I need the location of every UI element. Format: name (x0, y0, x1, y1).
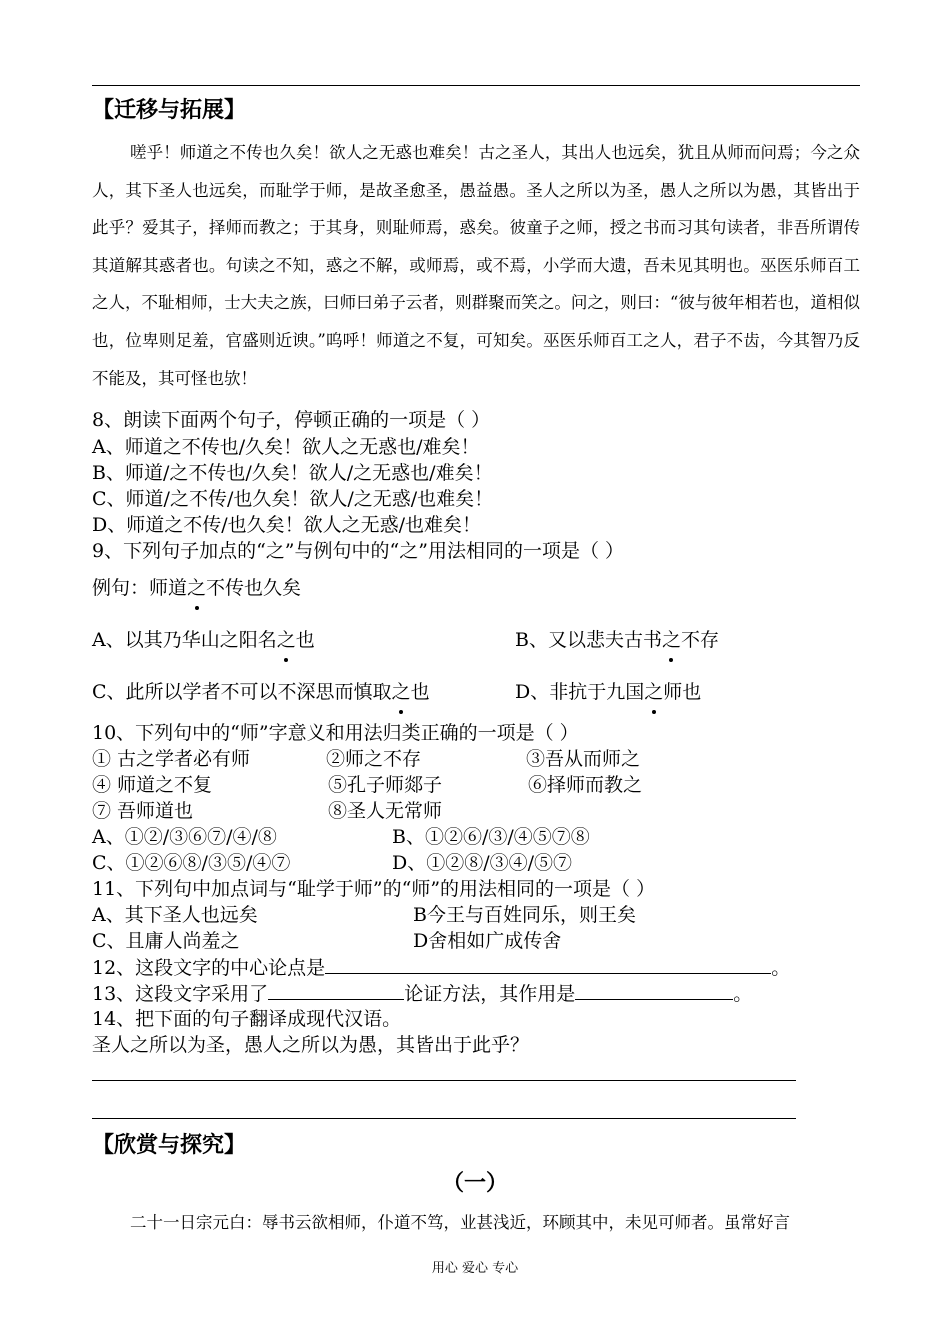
option-text: C、此所以学者不可以不深思而慎取 (92, 681, 392, 703)
answer-blank-effect[interactable] (575, 980, 733, 1000)
passage-text: 嗟乎！师道之不传也久矣！欲人之无惑也难矣！古之圣人，其出人也远矣，犹且从师而问焉；今之众人，其下圣人也远矣，而耻学于师，是故圣愈圣，愚益愚。圣人之所以为圣，愚人之所以为愚，其皆出于此乎？爱其子，择师而教之；于其身，则耻师焉，惑矣。彼童子之师，授之书而习其句读者，非吾所谓传其道解其惑者也。句读之不知，惑之不解，或师焉，或不焉，小学而大遗，吾未见其明也。巫医乐师百工之人，不耻相师，士大夫之族，曰师曰弟子云者，则群聚而笑之。问之，则曰：“彼与彼年相若也，道相似也，位卑则足羞，官盛则近谀。”呜呼！师道之不复，可知矣。巫医乐师百工之人，君子不齿，今其智乃反不能及，其可怪也欤！ (92, 143, 860, 388)
emphasis-dot-char: 之 (644, 681, 664, 703)
option-text: D、非抗于九国 (515, 681, 645, 703)
question-8-option-b: B、师道/之不传也/久矣！欲人/之无惑也/难矣！ (92, 462, 493, 484)
example-text: 例句：师道 (92, 577, 188, 599)
question-13-text-mid: 论证方法，其作用是 (404, 983, 576, 1005)
answer-blank-method[interactable] (268, 980, 404, 1000)
question-13 (92, 980, 752, 1007)
question-9-option-b (515, 627, 719, 653)
question-11-stem: 11、下列句中加点词与“耻学于师”的“师”的用法相同的一项是（ ） (92, 878, 656, 900)
question-8-stem: 8、朗读下面两个句子，停顿正确的一项是（ ） (92, 409, 491, 431)
page-footer: 用心 爱心 专心 (431, 1261, 519, 1276)
option-text: A、以其乃华山之阳名 (92, 629, 277, 651)
question-10-item-3: ③吾从而师之 (526, 748, 641, 770)
emphasis-dot-char: 之 (276, 629, 296, 651)
question-10-item-1: ① 古之学者必有师 (92, 748, 251, 770)
question-10-option-b: B、①②⑥/③/④⑤⑦⑧ (392, 826, 590, 848)
question-11-option-d: D舍相如广成传舍 (413, 930, 562, 952)
question-10-option-d: D、①②⑧/③④/⑤⑦ (392, 852, 573, 874)
emphasis-dot-char: 之 (187, 577, 207, 599)
question-10-item-7: ⑦ 吾师道也 (92, 800, 194, 822)
question-12-text: 12、这段文字的中心论点是 (92, 957, 326, 979)
question-9-option-c (92, 679, 430, 705)
question-10-item-6: ⑥择师而教之 (528, 774, 643, 796)
question-12 (92, 954, 790, 981)
question-9-stem: 9、下列句子加点的“之”与例句中的“之”用法相同的一项是（ ） (92, 540, 624, 562)
question-11-option-b: B今王与百姓同乐，则王矣 (413, 904, 636, 926)
answer-line-1[interactable] (92, 1080, 796, 1081)
question-14-stem: 14、把下面的句子翻译成现代汉语。 (92, 1008, 402, 1030)
option-text: B、又以悲夫古书 (515, 629, 662, 651)
section-title-transfer: 【迁移与拓展】 (92, 97, 247, 123)
example-text-rest: 不传也久矣 (206, 577, 302, 599)
header-rule (92, 85, 860, 86)
answer-line-2[interactable] (92, 1118, 796, 1119)
question-10-item-4: ④ 师道之不复 (92, 774, 213, 796)
question-8-option-c: C、师道/之不传/也久矣！欲人/之无惑/也难矣！ (92, 488, 494, 510)
answer-blank[interactable] (325, 954, 771, 974)
option-text-rest: 师也 (663, 681, 702, 703)
question-8-option-a: A、师道之不传也/久矣！欲人之无惑也/难矣！ (92, 436, 480, 458)
question-9-example (92, 575, 301, 601)
question-9-option-d (515, 679, 701, 705)
passage-2-text: 二十一日宗元白：辱书云欲相师，仆道不笃，业甚浅近，环顾其中，未见可师者。虽常好言 (130, 1213, 790, 1232)
question-10-option-c: C、①②⑥⑧/③⑤/④⑦ (92, 852, 291, 874)
subsection-title: （一） (441, 1170, 508, 1196)
question-14-sentence: 圣人之所以为圣，愚人之所以为愚，其皆出于此乎？ (92, 1034, 530, 1056)
option-text-rest: 不存 (680, 629, 719, 651)
option-text-rest: 也 (410, 681, 430, 703)
question-13-text: 13、这段文字采用了 (92, 983, 269, 1005)
question-13-end: 。 (733, 983, 753, 1005)
question-9-option-a (92, 627, 315, 653)
question-11-option-a: A、其下圣人也远矣 (92, 904, 258, 926)
section-title-appreciation: 【欣赏与探究】 (92, 1132, 247, 1158)
option-text-rest: 也 (295, 629, 315, 651)
question-10-option-a: A、①②/③⑥⑦/④/⑧ (92, 826, 277, 848)
question-12-end: 。 (771, 957, 791, 979)
question-11-option-c: C、且庸人尚羞之 (92, 930, 240, 952)
question-10-item-2: ②师之不存 (326, 748, 422, 770)
emphasis-dot-char: 之 (391, 681, 411, 703)
question-10-item-8: ⑧圣人无常师 (328, 800, 443, 822)
question-8-option-d: D、师道之不传/也久矣！欲人之无惑/也难矣！ (92, 514, 482, 536)
question-10-stem: 10、下列句中的“师”字意义和用法归类正确的一项是（ ） (92, 722, 579, 744)
question-10-item-5: ⑤孔子师郯子 (328, 774, 443, 796)
emphasis-dot-char: 之 (661, 629, 681, 651)
